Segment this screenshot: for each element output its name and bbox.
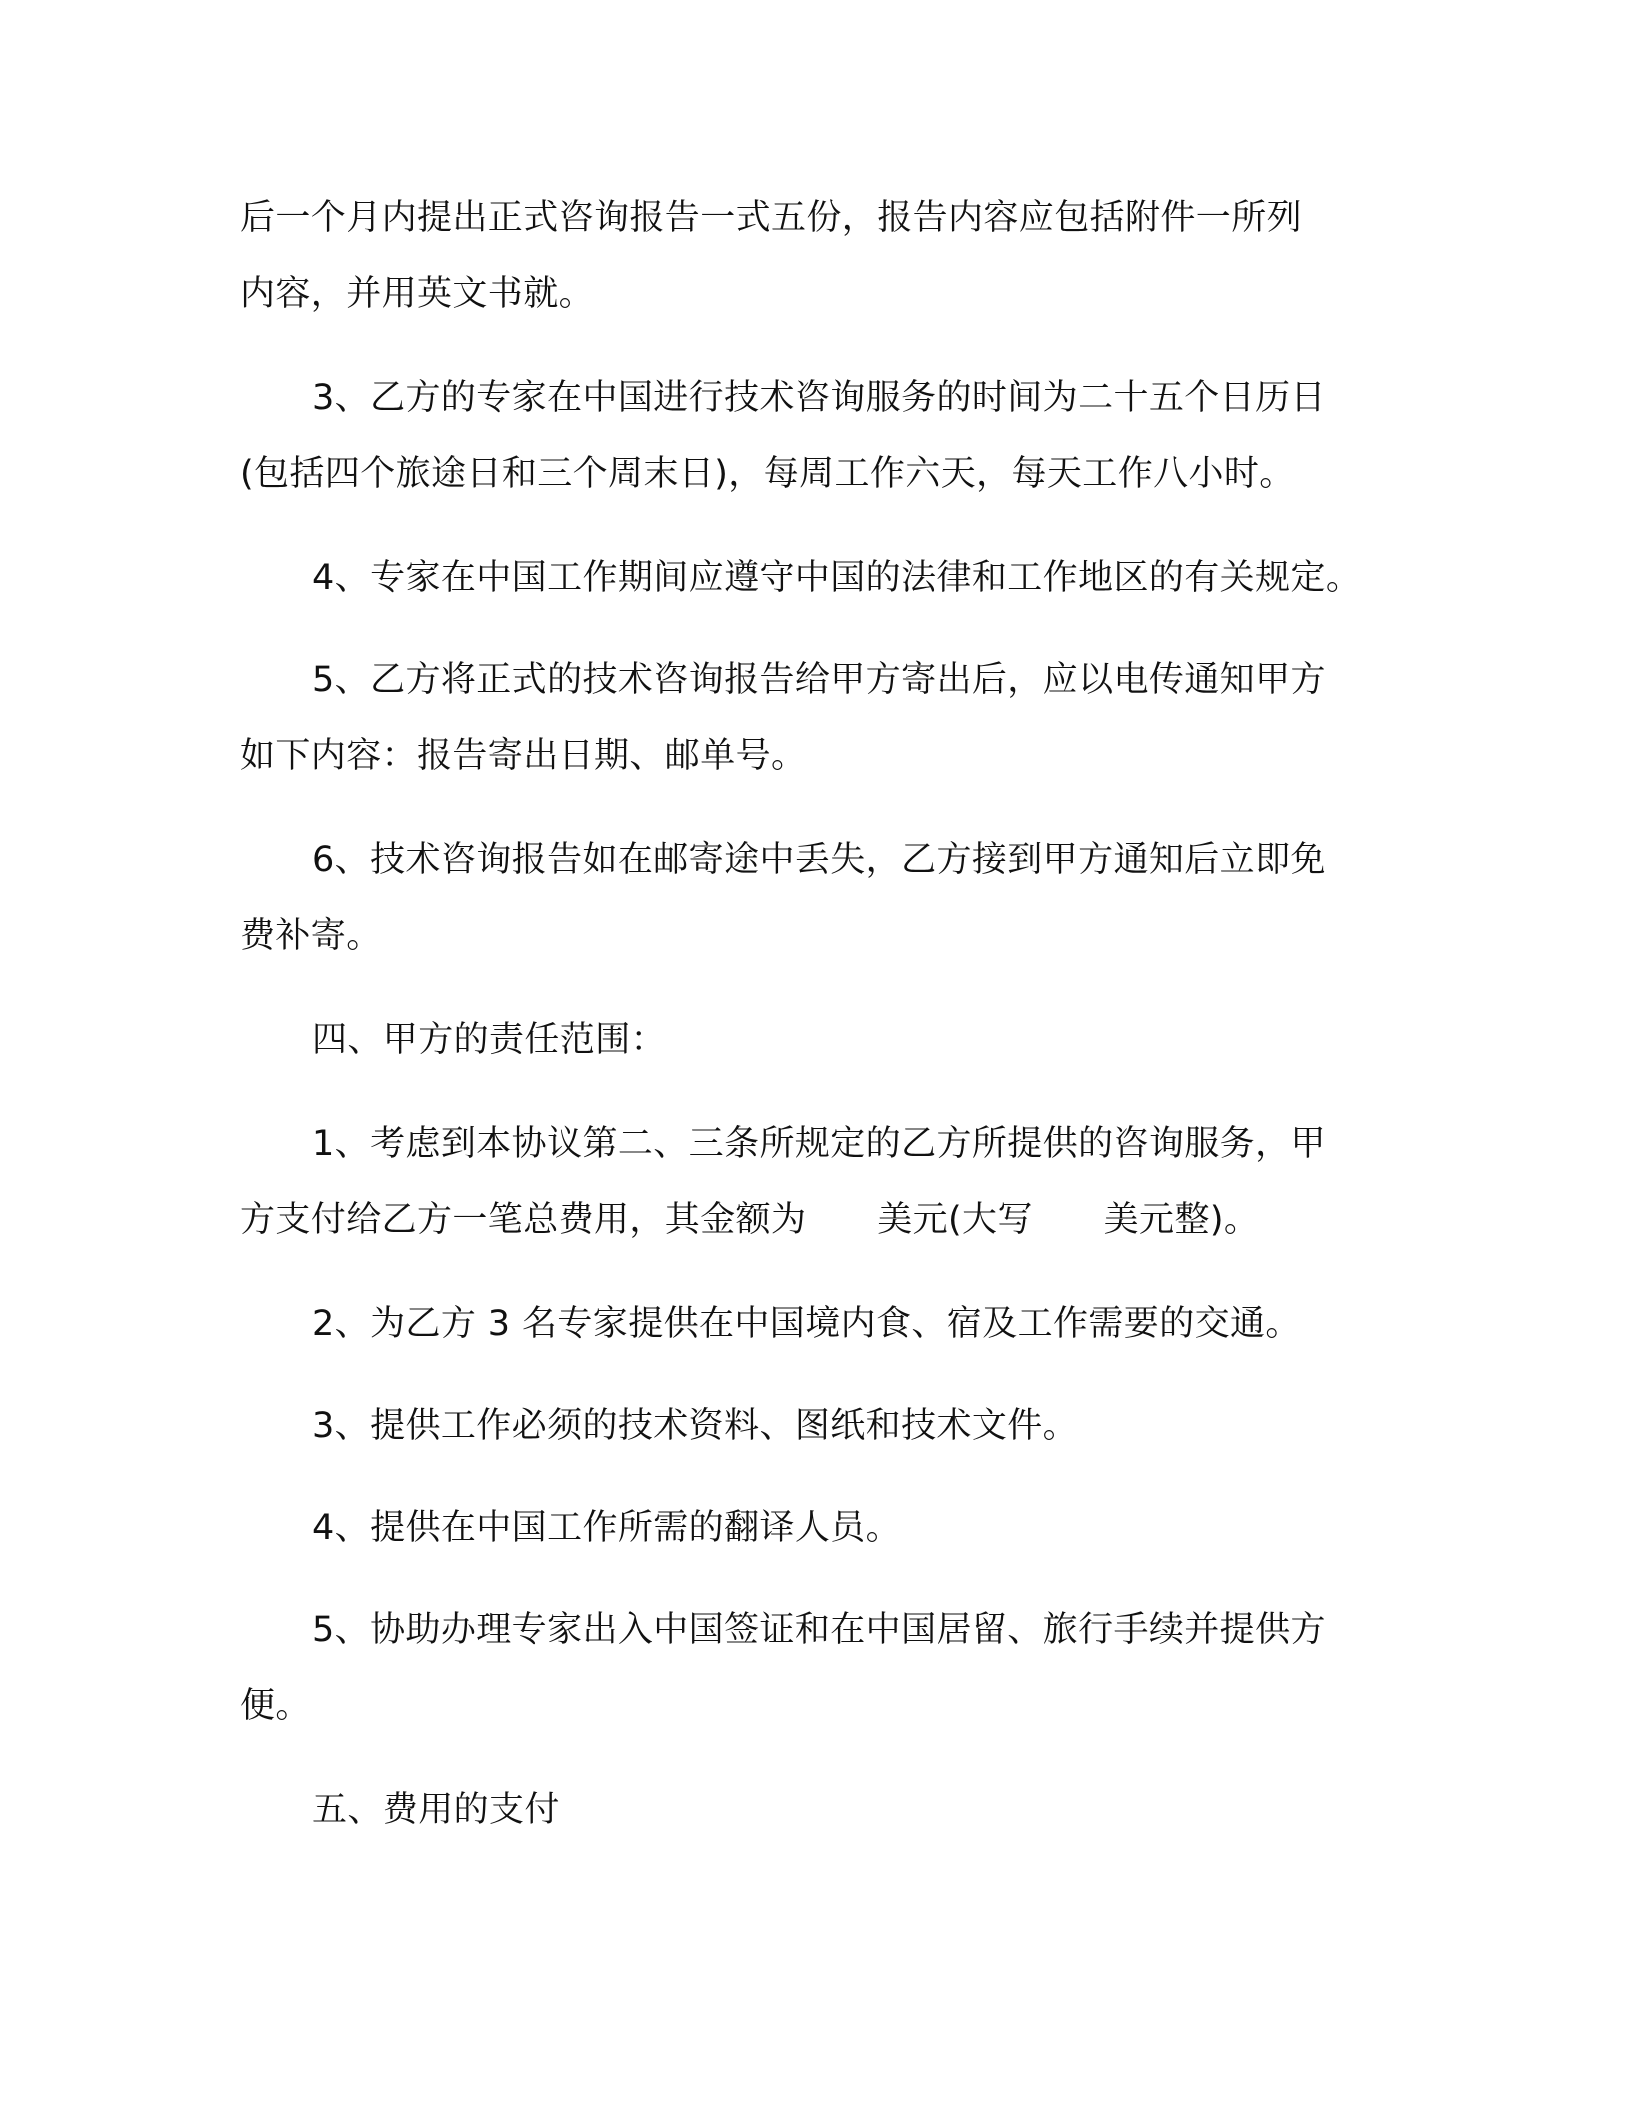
paragraph-line: 1、考虑到本协议第二、三条所规定的乙方所提供的咨询服务，甲 xyxy=(312,1124,1326,1164)
paragraph-line: 费补寄。 xyxy=(240,916,382,956)
paragraph-line: 如下内容：报告寄出日期、邮单号。 xyxy=(240,736,807,776)
paragraph-line: 便。 xyxy=(240,1686,311,1726)
paragraph-line: 4、专家在中国工作期间应遵守中国的法律和工作地区的有关规定。 xyxy=(312,558,1362,598)
section-heading: 四、甲方的责任范围： xyxy=(312,1020,667,1060)
paragraph-line: 5、乙方将正式的技术咨询报告给甲方寄出后，应以电传通知甲方 xyxy=(312,660,1326,700)
paragraph-line: 方支付给乙方一笔总费用，其金额为 美元(大写 美元整)。 xyxy=(240,1200,1260,1240)
paragraph-line: 6、技术咨询报告如在邮寄途中丢失，乙方接到甲方通知后立即免 xyxy=(312,840,1326,880)
section-heading: 五、费用的支付 xyxy=(312,1790,560,1830)
paragraph-line: 3、乙方的专家在中国进行技术咨询服务的时间为二十五个日历日 xyxy=(312,378,1326,418)
paragraph-line: 2、为乙方 3 名专家提供在中国境内食、宿及工作需要的交通。 xyxy=(312,1304,1301,1344)
paragraph-line: 3、提供工作必须的技术资料、图纸和技术文件。 xyxy=(312,1406,1079,1446)
paragraph-line: (包括四个旅途日和三个周末日)，每周工作六天，每天工作八小时。 xyxy=(240,454,1295,494)
paragraph-line: 内容，并用英文书就。 xyxy=(240,274,595,314)
paragraph-line: 4、提供在中国工作所需的翻译人员。 xyxy=(312,1508,902,1548)
paragraph-line: 后一个月内提出正式咨询报告一式五份，报告内容应包括附件一所列 xyxy=(240,198,1303,238)
paragraph-line: 5、协助办理专家出入中国签证和在中国居留、旅行手续并提供方 xyxy=(312,1610,1326,1650)
